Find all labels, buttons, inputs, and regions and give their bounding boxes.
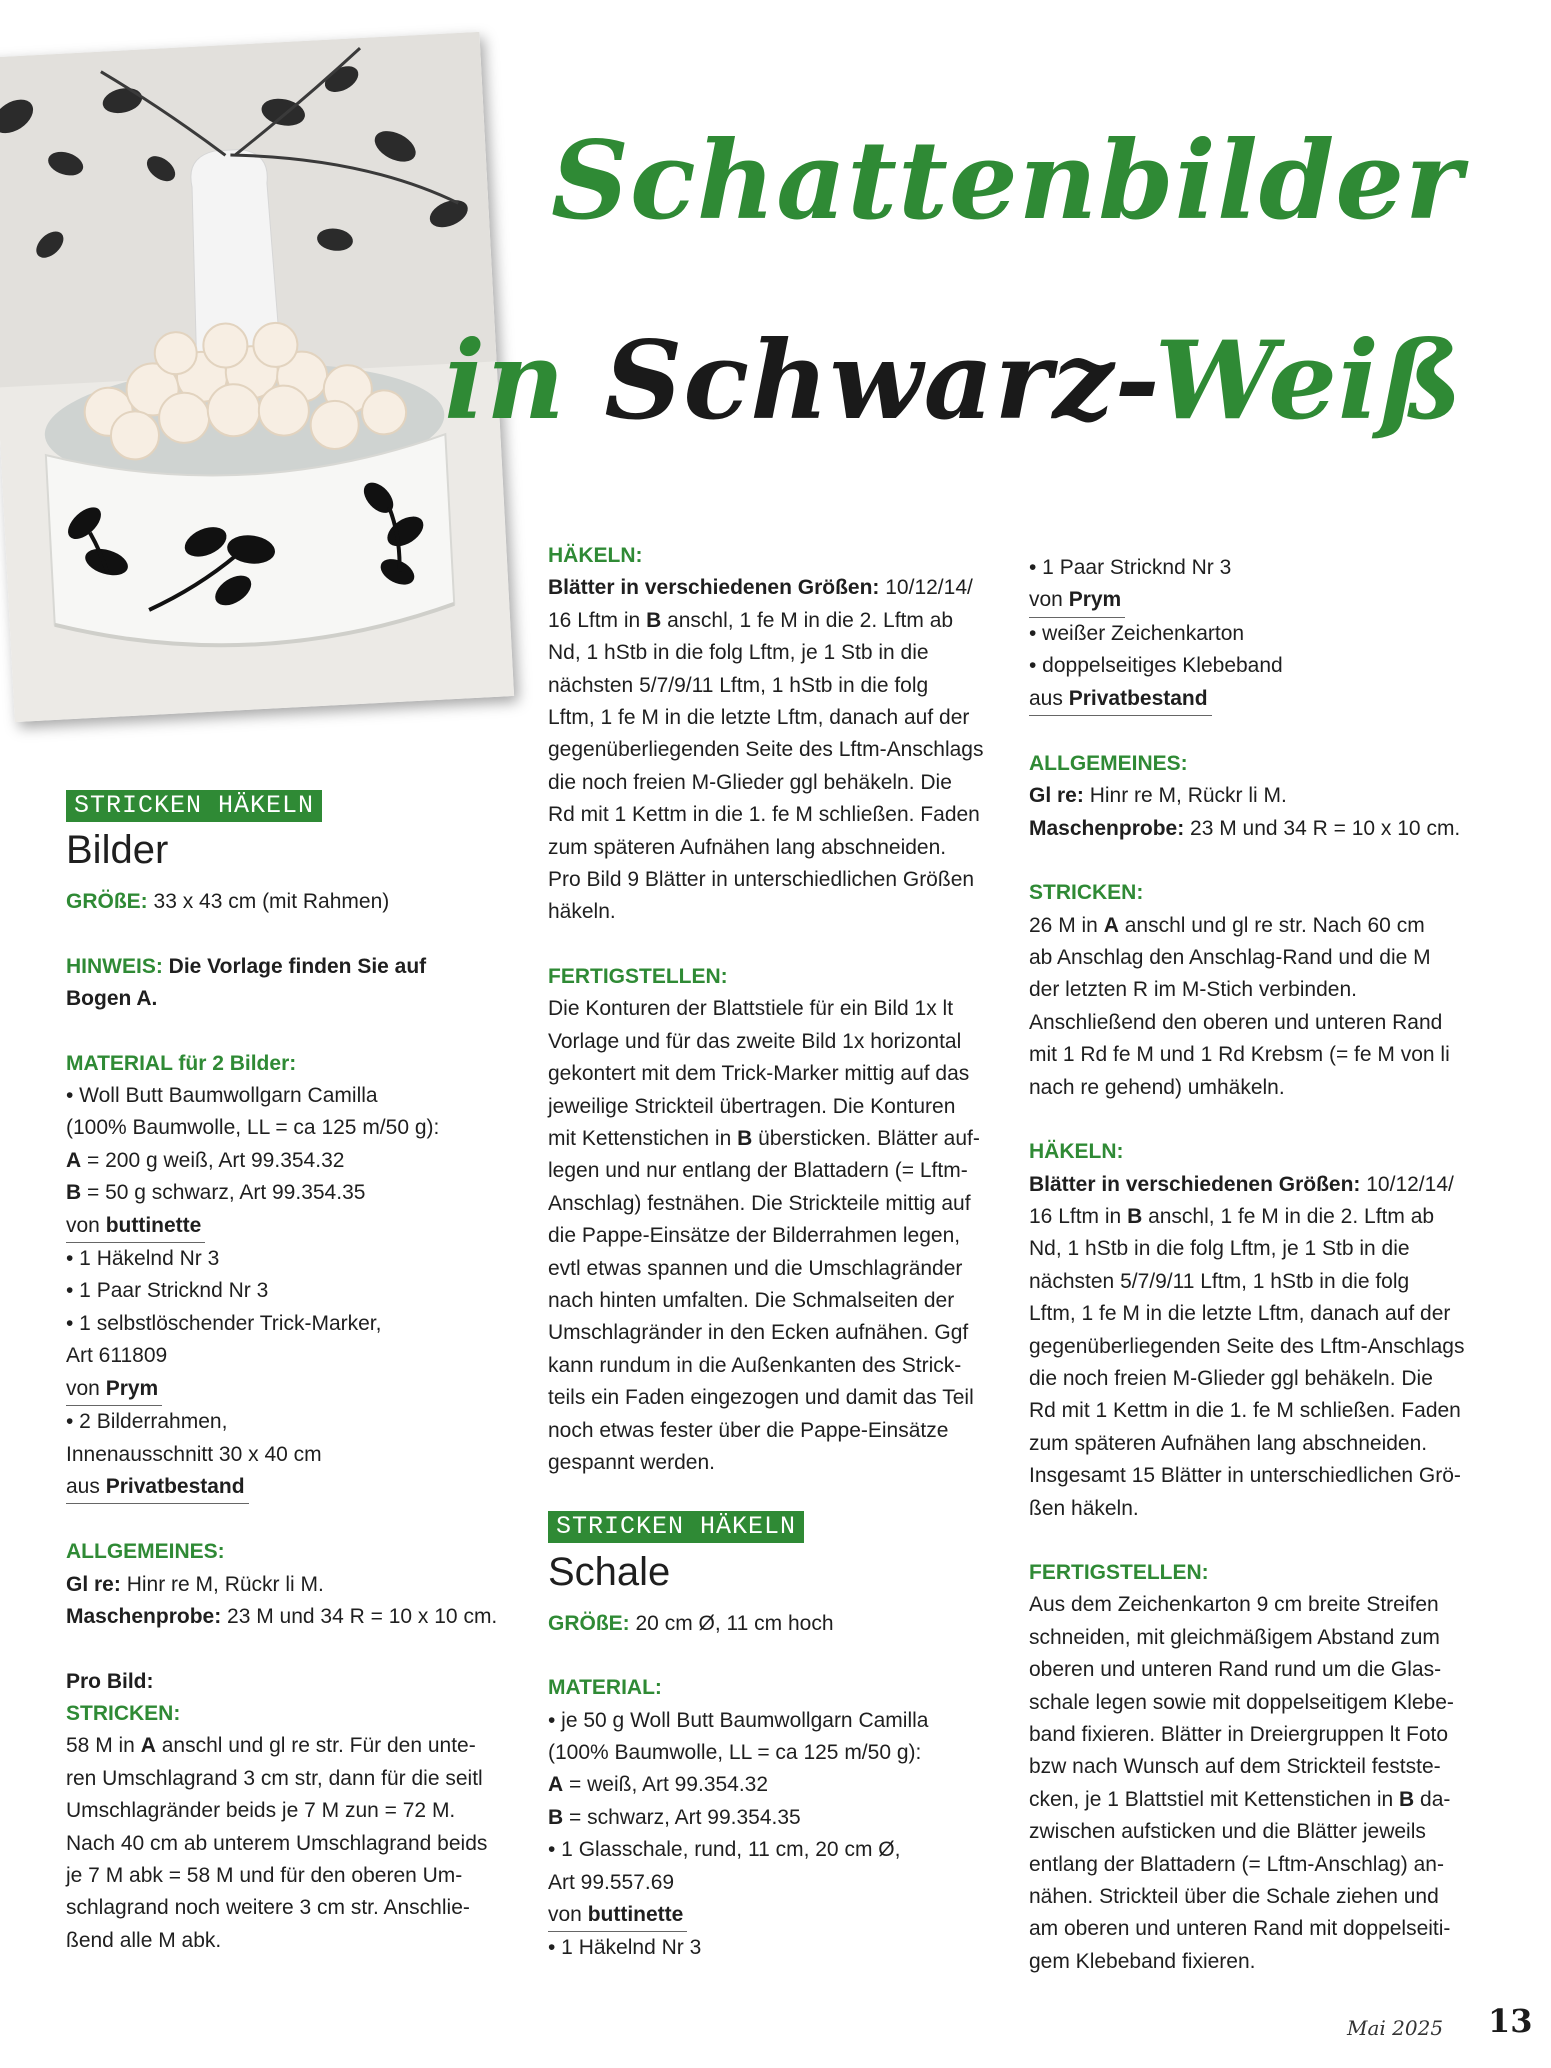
instruction-line: Insgesamt 15 Blätter in unterschiedlichen Grö- <box>1029 1464 1461 1488</box>
material-item: • 1 Häkelnd Nr 3 <box>66 1247 220 1271</box>
material-heading: MATERIAL: <box>548 1676 662 1700</box>
material-item: Innenausschnitt 30 x 40 cm <box>66 1442 322 1466</box>
term-key: Blätter in verschiedenen Größen: <box>1029 1172 1361 1196</box>
groesse-value: 20 cm Ø, 11 cm hoch <box>629 1611 834 1635</box>
hinweis-line <box>66 951 521 983</box>
page-number: 13 <box>1488 2002 1533 2040</box>
source-prefix: von <box>66 1376 106 1400</box>
color-key: B <box>737 1126 753 1150</box>
haekeln-heading: HÄKELN: <box>548 544 643 567</box>
instruction-line: legen und nur entlang der Blattadern (= Lftm- <box>548 1159 968 1183</box>
material-item: Art 611809 <box>66 1344 168 1368</box>
material-item: • 1 Paar Stricknd Nr 3 <box>66 1279 269 1303</box>
text: 10/12/14/ <box>1360 1172 1454 1196</box>
instruction-line: evtl etwas spannen und die Umschlagränder <box>548 1256 963 1280</box>
title-word-weiss: Weiß <box>1154 318 1463 444</box>
instruction-line: Lftm, 1 fe M in die letzte Lftm, danach auf der <box>548 706 970 730</box>
instruction-line: Die Konturen der Blattstiele für ein Bild 1x lt <box>548 997 954 1021</box>
groesse-label: GRÖßE: <box>548 1611 630 1635</box>
instruction-line: noch etwas fester über die Pappe-Einsätze <box>548 1418 949 1442</box>
material-item: (100% Baumwolle, LL = ca 125 m/50 g): <box>66 1116 440 1140</box>
text: 16 Lftm in <box>548 608 647 632</box>
instruction-line: zum späteren Aufnähen lang abschneiden. <box>548 835 947 859</box>
instruction-line: gegenüberliegenden Seite des Lftm-Anschlags <box>548 738 984 762</box>
material-item <box>66 1177 521 1209</box>
material-item: • 1 Glasschale, rund, 11 cm, 20 cm Ø, <box>548 1838 901 1862</box>
color-key: B <box>548 1805 564 1829</box>
color-key: A <box>1103 913 1119 937</box>
instruction-line: schlagrand noch weitere 3 cm str. Anschlie- <box>66 1896 470 1920</box>
color-key: B <box>1399 1787 1415 1811</box>
instruction-line: schneiden, mit gleichmäßigem Abstand zum <box>1029 1625 1440 1649</box>
instruction-line: Nach 40 cm ab unterem Umschlagrand beids <box>66 1831 488 1855</box>
instruction-line: der letzten R im M-Stich verbinden. <box>1029 978 1357 1002</box>
groesse-line <box>66 886 521 918</box>
material-item: Art 99.557.69 <box>548 1870 675 1894</box>
stricken-heading: STRICKEN: <box>66 1701 181 1725</box>
material-item <box>548 1802 992 1834</box>
groesse-value: 33 x 43 cm (mit Rahmen) <box>153 890 390 914</box>
color-key: B <box>646 608 662 632</box>
instruction-line: die noch freien M-Glieder ggl behäkeln. Die <box>1029 1366 1433 1390</box>
text: anschl, 1 fe M in die 2. Lftm ab <box>661 608 954 632</box>
gl-re-line <box>66 1569 521 1601</box>
instruction-line <box>1029 1169 1477 1201</box>
pro-bild-heading: Pro Bild: <box>66 1669 154 1693</box>
term-value: Hinr re M, Rückr li M. <box>1083 784 1287 808</box>
bowl-photo-illustration <box>0 32 514 722</box>
source-name: buttinette <box>587 1903 684 1927</box>
instruction-line: die noch freien M-Glieder ggl behäkeln. Die <box>548 770 952 794</box>
column-2 <box>548 540 992 1965</box>
material-item <box>66 1145 521 1177</box>
term-key: Maschenprobe: <box>1029 816 1185 840</box>
material-item: • Woll Butt Baumwollgarn Camilla <box>66 1084 378 1108</box>
term-value: Hinr re M, Rückr li M. <box>120 1572 324 1596</box>
hinweis-label: HINWEIS: <box>66 954 163 978</box>
material-item: • je 50 g Woll Butt Baumwollgarn Camilla <box>548 1708 929 1732</box>
instruction-line: schale legen sowie mit doppelseitigem Klebe- <box>1029 1690 1454 1714</box>
hinweis-value-cont: Bogen A. <box>66 987 158 1011</box>
source-name: buttinette <box>105 1213 202 1237</box>
category-tag: STRICKEN HÄKELN <box>66 790 322 822</box>
product-photo <box>0 32 514 722</box>
category-tag: STRICKEN HÄKELN <box>548 1511 804 1543</box>
color-key: B <box>1127 1204 1143 1228</box>
instruction-line: gespannt werden. <box>548 1450 715 1474</box>
instruction-line: Nd, 1 hStb in die folg Lftm, je 1 Stb in die <box>548 641 929 665</box>
instruction-line: Umschlagränder beids je 7 M zun = 72 M. <box>66 1799 456 1823</box>
instruction-line <box>1029 910 1477 942</box>
text: 26 M in <box>1029 913 1104 937</box>
instruction-line: oberen und unteren Rand rund um die Glas- <box>1029 1658 1442 1682</box>
instruction-line: Umschlagränder in den Ecken aufnähen. Ggf <box>548 1321 969 1345</box>
instruction-line: ren Umschlagrand 3 cm str, dann für die seitl <box>66 1766 483 1790</box>
haekeln-heading: HÄKELN: <box>1029 1140 1124 1164</box>
instruction-line: Aus dem Zeichenkarton 9 cm breite Streifen <box>1029 1593 1439 1617</box>
source-line <box>66 1210 205 1243</box>
instruction-line <box>1029 1201 1477 1233</box>
color-key: A <box>66 1148 82 1172</box>
text: übersticken. Blätter auf- <box>752 1126 980 1150</box>
color-key: B <box>66 1181 82 1205</box>
text: 58 M in <box>66 1734 141 1758</box>
instruction-line: gegenüberliegenden Seite des Lftm-Anschlags <box>1029 1334 1465 1358</box>
instruction-line: nächsten 5/7/9/11 Lftm, 1 hStb in die folg <box>1029 1269 1410 1293</box>
term-value: 23 M und 34 R = 10 x 10 cm. <box>1184 816 1461 840</box>
source-name: Privatbestand <box>1068 686 1208 710</box>
source-name: Privatbestand <box>105 1474 245 1498</box>
term-key: Gl re: <box>1029 784 1084 808</box>
instruction-line: nach re gehend) umhäkeln. <box>1029 1075 1285 1099</box>
hinweis-value: Die Vorlage finden Sie auf <box>168 954 427 978</box>
text: cken, je 1 Blattstiel mit Kettenstichen in <box>1029 1787 1400 1811</box>
page-title-line2 <box>444 318 1463 444</box>
instruction-line: ßen häkeln. <box>1029 1496 1139 1520</box>
source-prefix: aus <box>1029 686 1069 710</box>
material-item <box>548 1769 992 1801</box>
instruction-line: Anschlag) festnähen. Die Strickteile mittig auf <box>548 1191 971 1215</box>
section-title-schale: Schale <box>548 1549 671 1594</box>
instruction-line: Nd, 1 hStb in die folg Lftm, je 1 Stb in die <box>1029 1237 1410 1261</box>
allgemeines-heading: ALLGEMEINES: <box>1029 752 1188 776</box>
instruction-line: entlang der Blattadern (= Lftm-Anschlag) an- <box>1029 1852 1444 1876</box>
instruction-line: gem Klebeband fixieren. <box>1029 1949 1256 1973</box>
page-title-line1: Schattenbilder <box>551 118 1463 244</box>
source-prefix: aus <box>66 1474 106 1498</box>
maschenprobe-line <box>66 1601 521 1633</box>
instruction-line <box>548 605 992 637</box>
stricken-heading: STRICKEN: <box>1029 881 1144 905</box>
instruction-line <box>548 572 992 604</box>
source-prefix: von <box>66 1213 106 1237</box>
instruction-line: Vorlage und für das zweite Bild 1x horizontal <box>548 1029 962 1053</box>
maschenprobe-line <box>1029 813 1477 845</box>
instruction-line <box>66 1730 521 1762</box>
text: 16 Lftm in <box>1029 1204 1128 1228</box>
material-item: • 2 Bilderrahmen, <box>66 1410 228 1434</box>
groesse-line <box>548 1608 992 1640</box>
instruction-line: kann rundum in die Außenkanten des Strick- <box>548 1353 962 1377</box>
text: anschl, 1 fe M in die 2. Lftm ab <box>1142 1204 1435 1228</box>
material-item: (100% Baumwolle, LL = ca 125 m/50 g): <box>548 1741 922 1764</box>
instruction-line: Rd mit 1 Kettm in die 1. fe M schließen. Faden <box>548 803 980 827</box>
instruction-line: bzw nach Wunsch auf dem Strickteil feststе- <box>1029 1755 1441 1779</box>
source-line <box>1029 683 1212 716</box>
groesse-label: GRÖßE: <box>66 890 148 914</box>
source-prefix: von <box>548 1903 588 1927</box>
instruction-line: Lftm, 1 fe M in die letzte Lftm, danach auf der <box>1029 1302 1451 1326</box>
instruction-line: mit 1 Rd fe M und 1 Rd Krebsm (= fe M von li <box>1029 1043 1450 1067</box>
source-name: Prym <box>105 1376 159 1400</box>
instruction-line: teils ein Faden eingezogen und damit das Teil <box>548 1386 974 1410</box>
text: 10/12/14/ <box>879 576 973 600</box>
text: anschl und gl re str. Für den unte- <box>155 1734 476 1758</box>
color-value: = 200 g weiß, Art 99.354.32 <box>81 1148 345 1172</box>
text: anschl und gl re str. Nach 60 cm <box>1118 913 1425 937</box>
instruction-line: häkeln. <box>548 900 616 924</box>
material-item: • doppelseitiges Klebeband <box>1029 654 1283 678</box>
material-heading: MATERIAL für 2 Bilder: <box>66 1051 297 1075</box>
color-value: = 50 g schwarz, Art 99.354.35 <box>81 1181 366 1205</box>
color-key: A <box>140 1734 156 1758</box>
color-value: = weiß, Art 99.354.32 <box>563 1773 769 1797</box>
instruction-line: zum späteren Aufnähen lang abschneiden. <box>1029 1431 1428 1455</box>
instruction-line: am oberen und unteren Rand mit doppelseiti- <box>1029 1917 1451 1941</box>
instruction-line: jeweilige Strickteil übertragen. Die Konturen <box>548 1094 956 1118</box>
gl-re-line <box>1029 780 1477 812</box>
color-value: = schwarz, Art 99.354.35 <box>563 1805 801 1829</box>
instruction-line: nächsten 5/7/9/11 Lftm, 1 hStb in die folg <box>548 673 929 697</box>
source-name: Prym <box>1068 588 1122 612</box>
instruction-line <box>548 1123 992 1155</box>
section-title-bilder: Bilder <box>66 828 169 873</box>
text: mit Kettenstichen in <box>548 1126 738 1150</box>
material-item: • 1 Häkelnd Nr 3 <box>548 1936 702 1960</box>
material-item: • weißer Zeichenkarton <box>1029 621 1245 645</box>
instruction-line: gekontert mit dem Trick-Marker mittig auf das <box>548 1062 970 1086</box>
issue-date: Mai 2025 <box>1347 2016 1444 2040</box>
instruction-line: band fixieren. Blätter in Dreiergruppen lt Foto <box>1029 1723 1449 1746</box>
allgemeines-heading: ALLGEMEINES: <box>66 1540 225 1564</box>
material-item: • 1 Paar Stricknd Nr 3 <box>1029 556 1232 579</box>
instruction-line: Anschließend den oberen und unteren Rand <box>1029 1010 1443 1034</box>
material-item: • 1 selbstlöschender Trick-Marker, <box>66 1311 382 1335</box>
instruction-line: ßend alle M abk. <box>66 1928 222 1952</box>
instruction-line: ab Anschlag den Anschlag-Rand und die M <box>1029 946 1431 970</box>
source-prefix: von <box>1029 588 1069 612</box>
fertigstellen-heading: FERTIGSTELLEN: <box>548 964 728 988</box>
title-word-schwarz: Schwarz- <box>604 318 1155 444</box>
text: da- <box>1414 1787 1451 1811</box>
column-1 <box>66 790 521 1957</box>
term-value: 23 M und 34 R = 10 x 10 cm. <box>221 1605 498 1629</box>
column-3 <box>1029 552 1477 1978</box>
fertigstellen-heading: FERTIGSTELLEN: <box>1029 1560 1209 1584</box>
instruction-line: je 7 M abk = 58 M und für den oberen Um- <box>66 1863 463 1887</box>
source-line <box>1029 584 1125 617</box>
instruction-line: die Pappe-Einsätze der Bilderrahmen legen, <box>548 1224 961 1248</box>
source-line <box>66 1471 249 1504</box>
instruction-line <box>1029 1784 1477 1816</box>
instruction-line: nähen. Strickteil über die Schale ziehen und <box>1029 1885 1439 1909</box>
instruction-line: Pro Bild 9 Blätter in unterschiedlichen Größen <box>548 868 975 892</box>
instruction-line: Rd mit 1 Kettm in die 1. fe M schließen. Faden <box>1029 1399 1461 1423</box>
term-key: Blätter in verschiedenen Größen: <box>548 576 880 600</box>
color-key: A <box>548 1773 564 1797</box>
source-line <box>66 1373 162 1406</box>
source-line <box>548 1899 687 1932</box>
title-word-in: in <box>444 318 566 444</box>
term-key: Maschenprobe: <box>66 1605 222 1629</box>
term-key: Gl re: <box>66 1572 121 1596</box>
instruction-line: nach hinten umfalten. Die Schmalseiten der <box>548 1288 955 1312</box>
instruction-line: zwischen aufsticken und die Blätter jeweils <box>1029 1820 1426 1844</box>
